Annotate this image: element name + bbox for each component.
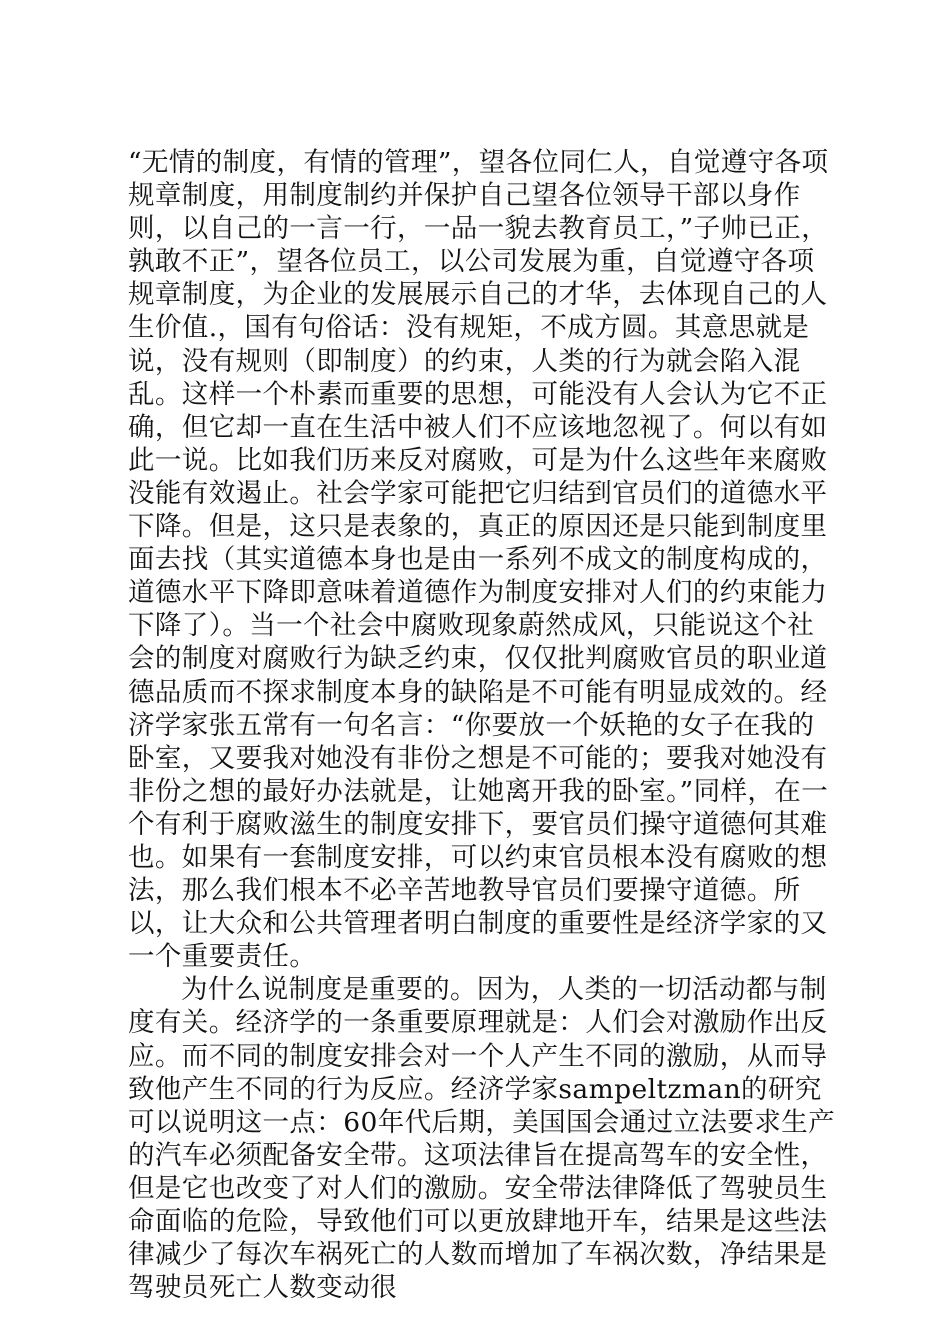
document-body	[128, 146, 840, 1304]
paragraph-2: 为什么说制度是重要的。因为，人类的一切活动都与制度有关。经济学的一条重要原理就是：人们会对激励作出反应。而不同的制度安排会对一个人产生不同的激励，从而导致他产生不同的行为反应。经济学家sampeltzman的研究可以说明这一点：60年代后期，美国国会通过立法要求生产的汽车必须配备安全带。这项法律旨在提高驾车的安全性，但是它也改变了对人们的激励。安全带法律降低了驾驶员生命面临的危险，导致他们可以更放肆地开车，结果是这些法律减少了每次车祸死亡的人数而增加了车祸次数，净结果是驾驶员死亡人数变动很	[128, 974, 836, 1304]
paragraph-1: “无情的制度，有情的管理”，望各位同仁人，自觉遵守各项规章制度，用制度制约并保护自己望各位领导干部以身作则，以自己的一言一行，一品一貌去教育员工，”子帅已正，孰敢不正”，望各位员工，以公司发展为重，自觉遵守各项规章制度，为企业的发展展示自己的才华，去体现自己的人生价值.，国有句俗话：没有规矩，不成方圆。其意思就是说，没有规则（即制度）的约束，人类的行为就会陷入混乱。这样一个朴素而重要的思想，可能没有人会认为它不正确，但它却一直在生活中被人们不应该地忽视了。何以有如此一说。比如我们历来反对腐败，可是为什么这些年来腐败没能有效遏止。社会学家可能把它归结到官员们的道德水平下降。但是，这只是表象的，真正的原因还是只能到制度里面去找（其实道德本身也是由一系列不成文的制度构成的，道德水平下降即意味着道德作为制度安排对人们的约束能力下降了）。当一个社会中腐败现象蔚然成风，只能说这个社会的制度对腐败行为缺乏约束，仅仅批判腐败官员的职业道德品质而不探求制度本身的缺陷是不可能有明显成效的。经济学家张五常有一句名言：“你要放一个妖艳的女子在我的卧室，又要我对她没有非份之想是不可能的；要我对她没有非份之想的最好办法就是，让她离开我的卧室。”同样，在一个有利于腐败滋生的制度安排下，要官员们操守道德何其难也。如果有一套制度安排，可以约束官员根本没有腐败的想法，那么我们根本不必辛苦地教导官员们要操守道德。所以，让大众和公共管理者明白制度的重要性是经济学家的又一个重要责任。	[128, 147, 829, 973]
